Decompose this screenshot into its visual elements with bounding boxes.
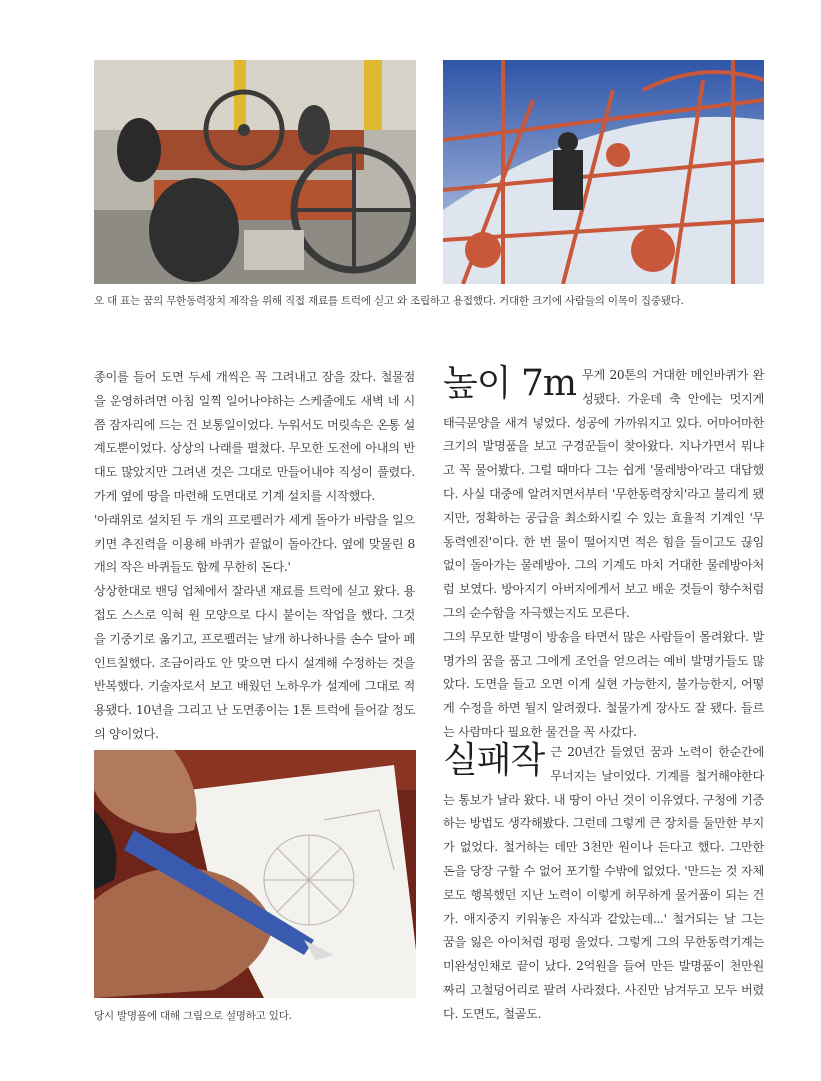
bottom-photo-caption: 당시 발명품에 대해 그림으로 설명하고 있다. [94, 1010, 292, 1022]
left-text-column [94, 366, 415, 747]
left-paragraph: 상상한대로 밴딩 업체에서 잘라낸 재료를 트럭에 싣고 왔다. 용접도 스스로 익혀 원 모양으로 다시 붙이는 작업을 했다. 그것을 기중기로 옮기고, 프로펠러는 날개 하나하나를 손수 달아 페인트칠했다. 조금이라도 안 맞으면 다시 설계해 수정하는 것을 반복했다. 기술자로서 보고 배웠던 노하우가 설계에 그대로 적용됐다. 10년을 그리고 난 도면종이는 1톤 트럭에 들어갈 정도의 양이었다. [94, 584, 415, 741]
photo-scaffold-welding [443, 60, 764, 284]
left-paragraph: 종이를 들어 도면 두세 개씩은 꼭 그려내고 잠을 잤다. 철물점을 운영하려면 아침 일찍 일어나야하는 스케줄에도 새벽 네 시쯤 잠자리에 드는 건 보통일이었다. 누워서도 머릿속은 온통 설계도뿐이었다. 상상의 나래를 펼쳤다. 무모한 도전에 아내의 반대도 많았지만 그려낸 것은 그대로 만들어내야 직성이 풀렸다. 가게 옆에 땅을 마련해 도면대로 기계 설치를 시작했다. [94, 370, 415, 503]
left-paragraph: '아래위로 설치된 두 개의 프로펠러가 세게 돌아가 바람을 일으키면 추진력을 이용해 바퀴가 끝없이 돌아간다. 옆에 맞물린 8개의 작은 바퀴들도 함께 무한히 돈다.' [94, 512, 415, 575]
section-paragraph: 근 20년간 들였던 꿈과 노력이 한순간에 무너지는 날이었다. 기계를 철거해야한다는 통보가 날라 왔다. 내 땅이 아닌 것이 이유였다. 구청에 기증하는 방법도 생각해봤다. 그런데 그렇게 큰 장치를 둘만한 부지가 없었다. 철거하는 데만 3천만 원이나 든다고 했다. 그만한 돈을 당장 구할 수 없어 포기할 수밖에 없었다. '만드는 것 자체로도 행복했던 지난 노력이 이렇게 허무하게 물거품이 되는 건가. 애지중지 키워놓은 자식과 같았는데...' 철거되는 날 그는 꿈을 잃은 아이처럼 펑펑 울었다. 그렇게 그의 무한동력기계는 미완성인채로 끝이 났다. 2억원을 들여 만든 발명품이 천만원짜리 고철덩어리로 팔려 사라졌다. 사진만 남겨두고 모두 버렸다. 도면도, 철골도. [443, 745, 764, 1021]
photo-wheel-parts [94, 60, 416, 284]
section-paragraph: 그의 무모한 발명이 방송을 타면서 많은 사람들이 몰려왔다. 발명가의 꿈을 품고 그에게 조언을 얻으려는 예비 발명가들도 많았다. 도면을 들고 오면 이게 실현 가능한지, 불가능한지, 어떻게 수정을 하면 될지 알려줬다. 철물가게 장사도 잘 됐다. 들르는 사람마다 필요한 물건을 꼭 사갔다. [443, 629, 764, 739]
top-photo-caption: 오 대 표는 꿈의 무한동력장치 제작을 위해 직접 재료를 트럭에 싣고 와 조립하고 용접했다. 거대한 크기에 사람들의 이목이 집중됐다. [94, 295, 684, 307]
section-heading-height: 높이 7m [443, 363, 577, 404]
section-height-7m [443, 364, 764, 745]
photo-drawing-hand [94, 750, 416, 998]
section-paragraph: 무게 20톤의 거대한 메인바퀴가 완성됐다. 가운데 축 안에는 멋지게 태극문양을 새겨 넣었다. 성공에 가까워지고 있다. 어마어마한 크기의 발명품을 보고 구경꾼들이 찾아왔다. 지나가면서 뭐냐고 꼭 물어봤다. 그럴 때마다 그는 쉽게 '물레방아'라고 대답했다. 사실 대중에 알려지면서부터 '무한동력장치'라고 불리게 됐지만, 정확하는 공급을 최소화시킬 수 있는 효율적 기계인 '무동력엔진'이다. 한 번 물이 떨어지면 적은 힘을 들이고도 끊임없이 돌아가는 물레방아. 그의 기계도 마치 거대한 물레방아처럼 보였다. 방아지기 아버지에게서 보고 배운 것들이 향수처럼 그의 순수함을 자극했는지도 모른다. [443, 368, 764, 620]
section-heading-failure: 실패작 [443, 740, 545, 781]
section-failure [443, 741, 764, 1027]
